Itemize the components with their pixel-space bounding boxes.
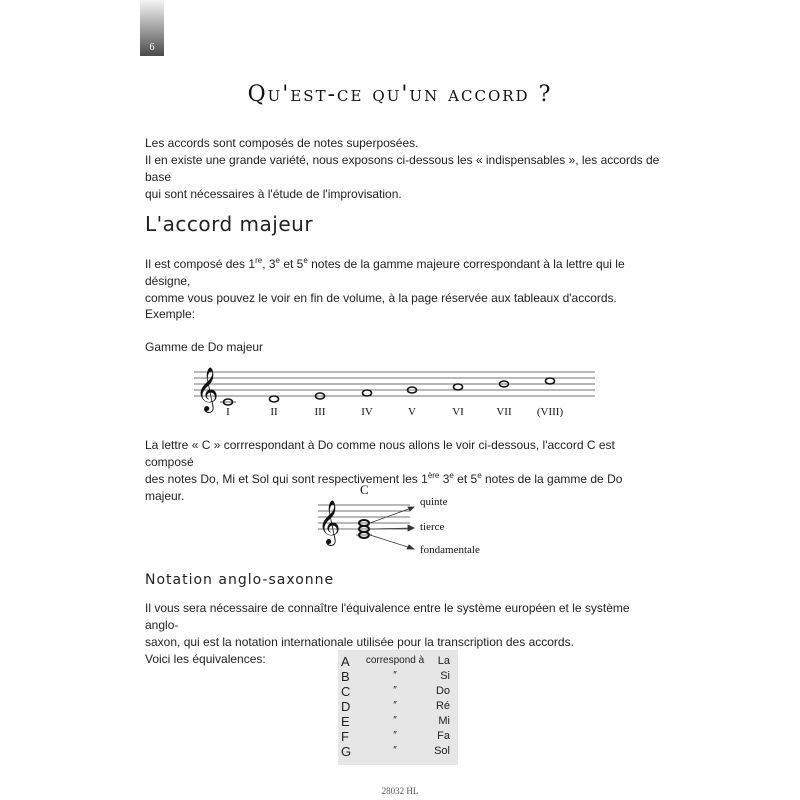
c-chord-diagram xyxy=(310,480,490,560)
page-title: Qu'est-ce qu'un accord ? xyxy=(247,82,553,107)
degree-label: III xyxy=(314,406,326,418)
example-label: Exemple: xyxy=(145,307,196,321)
table-note: Mi xyxy=(438,715,450,727)
chord-symbol: C xyxy=(360,482,369,497)
degree-label: V xyxy=(408,406,416,418)
page-number: 6 xyxy=(149,42,155,53)
major-paragraph xyxy=(145,256,665,307)
treble-clef-icon: 𝄞 xyxy=(318,502,341,544)
anglo-line: saxon, qui est la notation internationale utilisée pour la transcription des accords. xyxy=(145,635,574,649)
chord-label-third: tierce xyxy=(420,521,445,533)
degree-label: II xyxy=(270,406,278,418)
table-correspond: ″ xyxy=(393,685,397,696)
section-heading-anglo: Notation anglo-saxonne xyxy=(145,572,335,588)
major-line: comme vous pouvez le voir en fin de volume, à la page réservée aux tableaux d'accords. xyxy=(145,291,617,305)
page-footer: 28032 HL xyxy=(381,786,419,796)
chord-label-root: fondamentale xyxy=(420,544,480,556)
anglo-line: Il vous sera nécessaire de connaître l'équivalence entre le système européen et le système anglo- xyxy=(145,601,630,632)
treble-clef-icon: 𝄞 xyxy=(196,369,219,411)
table-note: Si xyxy=(440,670,450,682)
intro-line: qui sont nécessaires à l'étude de l'improvisation. xyxy=(145,187,402,201)
table-note: Do xyxy=(435,685,450,697)
table-correspond: ″ xyxy=(393,670,397,681)
whole-note-icon xyxy=(270,396,279,402)
intro-paragraph xyxy=(145,135,665,203)
degree-label: IV xyxy=(361,406,373,418)
table-correspond: ″ xyxy=(393,745,397,756)
scale-notes xyxy=(220,378,555,405)
degree-label: I xyxy=(226,406,230,418)
degree-label: (VIII) xyxy=(536,406,564,418)
table-row xyxy=(338,654,458,669)
table-row xyxy=(338,714,458,729)
chord-line: des notes Do, Mi et Sol qui sont respectivement les 1ère 3e et 5e notes de la gamme de Do majeur. xyxy=(145,471,623,503)
c-major-scale-staff xyxy=(190,362,610,422)
table-correspond: correspond à xyxy=(365,655,425,666)
chord-label-fifth: quinte xyxy=(420,496,448,508)
major-line: Il est composé des 1re, 3e et 5e notes de la gamme majeure correspondant à la lettre qui le désigne, xyxy=(145,256,625,288)
intro-line: Les accords sont composés de notes superposées. xyxy=(145,136,419,150)
table-row xyxy=(338,744,458,759)
table-row xyxy=(338,669,458,684)
table-letter: C xyxy=(341,684,351,699)
intro-line: Il en existe une grande variété, nous exposons ci-dessous les « indispensables », les accords de base xyxy=(145,153,660,184)
whole-note-icon xyxy=(454,384,463,390)
table-note: Ré xyxy=(435,700,450,712)
table-letter: B xyxy=(341,669,350,684)
table-note: Fa xyxy=(437,730,450,742)
page-number-tab xyxy=(140,0,164,56)
table-note: La xyxy=(437,655,450,667)
table-note: Sol xyxy=(434,745,450,757)
section-heading-major: L'accord majeur xyxy=(145,212,314,236)
whole-note-icon xyxy=(546,378,555,384)
degree-label: VI xyxy=(452,406,464,418)
table-letter: F xyxy=(341,729,349,744)
anglo-line: Voici les équivalences: xyxy=(145,652,266,666)
table-row xyxy=(338,684,458,699)
chord-line: La lettre « C » corrrespondant à Do comme nous allons le voir ci-dessous, l'accord C est composé xyxy=(145,438,615,469)
table-correspond: ″ xyxy=(393,715,397,726)
table-letter: E xyxy=(341,714,350,729)
table-letter: D xyxy=(341,699,351,714)
whole-note-icon xyxy=(363,390,372,396)
degree-label: VII xyxy=(496,406,512,418)
table-correspond: ″ xyxy=(393,730,397,741)
table-row xyxy=(338,699,458,714)
table-correspond: ″ xyxy=(393,700,397,711)
table-row xyxy=(338,729,458,744)
table-letter: A xyxy=(341,654,350,669)
scale-caption: Gamme de Do majeur xyxy=(145,340,264,354)
equivalence-table xyxy=(338,650,458,765)
table-letter: G xyxy=(341,744,352,759)
